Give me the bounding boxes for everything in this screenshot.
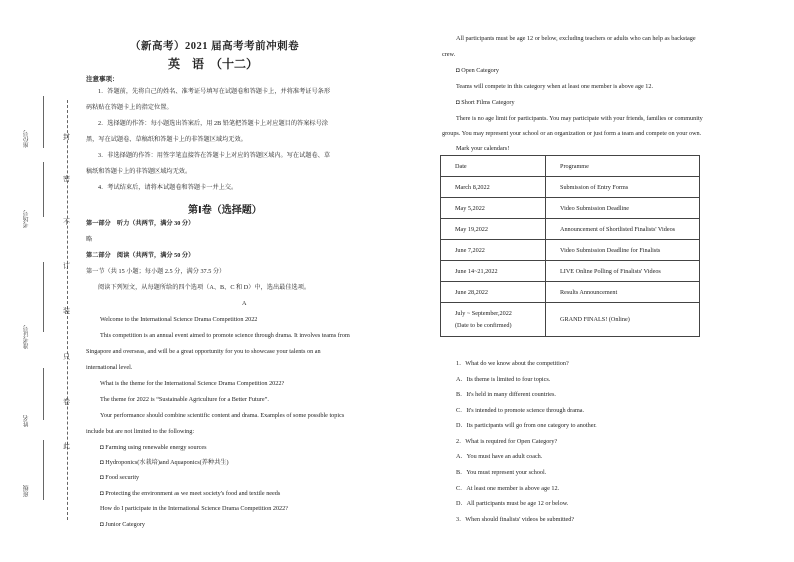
admission-number-label: 准考证号 <box>24 325 30 349</box>
table-cell-programme: GRAND FINALS! (Online) <box>546 303 700 337</box>
table-header-cell: Programme <box>546 156 700 177</box>
table-row <box>441 198 700 219</box>
binding-char: 封 <box>63 133 70 141</box>
passage-line: ◘ Farming using renewable energy sources <box>100 444 207 451</box>
passage-line: Mark your calendars! <box>456 145 510 152</box>
exam-title: （新高考）2021 届高考考前冲刺卷 <box>130 41 300 52</box>
passage-line: ◘ Junior Category <box>100 521 145 528</box>
note-line: 稿纸和答题卡上的非答题区域均无效。 <box>86 168 192 175</box>
table-cell-programme: LIVE Online Polling of Finalists' Videos <box>546 261 700 282</box>
passage-line: ◘ Food security <box>100 474 140 481</box>
part1-content: 略 <box>86 236 93 243</box>
passage-line: Singapore and overseas, and will be a great opportunity for you to showcase your talents on an <box>86 348 321 355</box>
question: 2．What is required for Open Category? <box>456 438 558 445</box>
binding-char: 卷 <box>63 398 70 406</box>
table-cell-programme: Submission of Entry Forms <box>546 177 700 198</box>
field-line <box>43 262 44 332</box>
table-cell-programme: Video Submission Deadline for Finalists <box>546 240 700 261</box>
table-cell-date: May 19,2022 <box>441 219 546 240</box>
room-number-label: 考场号 <box>24 210 30 228</box>
option: D．Its participants will go from one category to another. <box>456 422 597 429</box>
table-cell-date: June 28,2022 <box>441 282 546 303</box>
date-range: July ~ September,2022 <box>455 309 512 317</box>
binding-char: 不 <box>63 218 70 226</box>
seat-number-label: 座位号 <box>24 130 30 148</box>
option: D．All participants must be age 12 or below. <box>456 500 569 507</box>
passage-line: How do I participate in the International Science Drama Competition 2022? <box>100 505 288 512</box>
passage-line: ◘ Open Category <box>456 67 499 74</box>
table-cell-date: June 7,2022 <box>441 240 546 261</box>
passage-line: Teams will compete in this category when at least one member is above age 12. <box>456 83 653 90</box>
table-cell-programme: Results Announcement <box>546 282 700 303</box>
passage-label: A <box>242 300 247 307</box>
passage-line: This competition is an annual event aimed to promote science through drama. It involves teams from <box>100 332 350 339</box>
passage-line: Your performance should combine scientific content and drama. Examples of some possible topics <box>100 412 345 419</box>
table-row <box>441 240 700 261</box>
field-line <box>43 162 44 217</box>
table-cell-programme: Video Submission Deadline <box>546 198 700 219</box>
class-label: 班级 <box>24 485 30 497</box>
option: B．It's held in many different countries. <box>456 391 556 398</box>
table-row <box>441 261 700 282</box>
note-line: 2．选择题的作答：每小题选出答案后，用 2B 铅笔把答题卡上对应题目的答案标号涂 <box>98 120 328 127</box>
volume-heading: 第Ⅰ卷（选择题） <box>188 205 262 216</box>
section1-heading: 第一节（共 15 小题；每小题 2.5 分，满分 37.5 分） <box>86 268 226 275</box>
table-row <box>441 219 700 240</box>
option: C．At least one member is above age 12. <box>456 485 560 492</box>
option: B．You must represent your school. <box>456 469 547 476</box>
passage-line: There is no age limit for participants. You may participate with your friends, families or community <box>456 115 703 122</box>
binding-char: 装 <box>63 307 70 315</box>
name-label: 姓名 <box>24 415 30 427</box>
table-cell-date: May 5,2022 <box>441 198 546 219</box>
binding-char: 订 <box>63 262 70 270</box>
option: A．You must have an adult coach. <box>456 453 543 460</box>
binding-char: 只 <box>63 353 70 361</box>
subject-title: 英 语 （十二） <box>168 57 259 71</box>
note-line: 码粘贴在答题卡上的指定位置。 <box>86 104 173 111</box>
table-cell-date: March 8,2022 <box>441 177 546 198</box>
note-line: 4．考试结束后，请将本试题卷和答题卡一并上交。 <box>98 184 238 191</box>
table-header-row <box>441 156 700 177</box>
field-line <box>43 440 44 500</box>
passage-line: include but are not limited to the following: <box>86 428 195 435</box>
field-line <box>43 368 44 420</box>
note-line: 1．答题前，先将自己的姓名、准考证号填写在试题卷和答题卡上，并将准考证号条形 <box>98 88 331 95</box>
binding-char: 此 <box>63 442 70 450</box>
part2-heading: 第二部分 阅读（共两节，满分 50 分） <box>86 252 195 259</box>
note-line: 3．非选择题的作答：用签字笔直接答在答题卡上对应的答题区域内。写在试题卷、草 <box>98 152 331 159</box>
date-note: (Date to be confirmed) <box>455 321 512 329</box>
table-row <box>441 177 700 198</box>
field-line <box>43 96 44 148</box>
passage-line: crew. <box>442 51 456 58</box>
table-cell-date: June 14~21,2022 <box>441 261 546 282</box>
instruction: 阅读下列短文，从每题所给的四个选项（A、B、C 和 D）中，选出最佳选项。 <box>98 284 311 291</box>
passage-line: ◘ Hydroponics(水栽培)and Aquaponics(养种共生) <box>100 459 229 466</box>
table-cell-date <box>441 303 546 337</box>
part1-heading: 第一部分 听力（共两节，满分 30 分） <box>86 220 195 227</box>
passage-line: What is the theme for the International Science Drama Competition 2022? <box>100 380 285 387</box>
option: A．Its theme is limited to four topics. <box>456 376 551 383</box>
passage-line: groups. You may represent your school or an organization or just form a team and compete on your own. <box>442 130 702 137</box>
note-line: 黑，写在试题卷、草稿纸和答题卡上的非答题区域均无效。 <box>86 136 247 143</box>
schedule-table <box>440 155 700 337</box>
passage-line: The theme for 2022 is “Sustainable Agriculture for a Better Future”. <box>100 396 269 403</box>
table-row <box>441 303 700 337</box>
option: C．It's intended to promote science through drama. <box>456 407 585 414</box>
question: 3．When should finalists' videos be submitted? <box>456 516 575 523</box>
notes-title: 注意事项： <box>86 75 119 83</box>
question: 1．What do we know about the competition? <box>456 360 569 367</box>
table-row <box>441 282 700 303</box>
passage-line: ◘ Protecting the environment as we meet society's food and textile needs <box>100 490 281 497</box>
passage-line: All participants must be age 12 or below, excluding teachers or adults who can help as backstage <box>456 35 696 42</box>
binding-char: 密 <box>63 175 70 183</box>
passage-line: ◘ Short Films Category <box>456 99 515 106</box>
passage-line: Welcome to the International Science Drama Competition 2022 <box>100 316 258 323</box>
passage-line: international level. <box>86 364 133 371</box>
table-cell-programme: Announcement of Shortlisted Finalists' Videos <box>546 219 700 240</box>
table-header-cell: Date <box>441 156 546 177</box>
